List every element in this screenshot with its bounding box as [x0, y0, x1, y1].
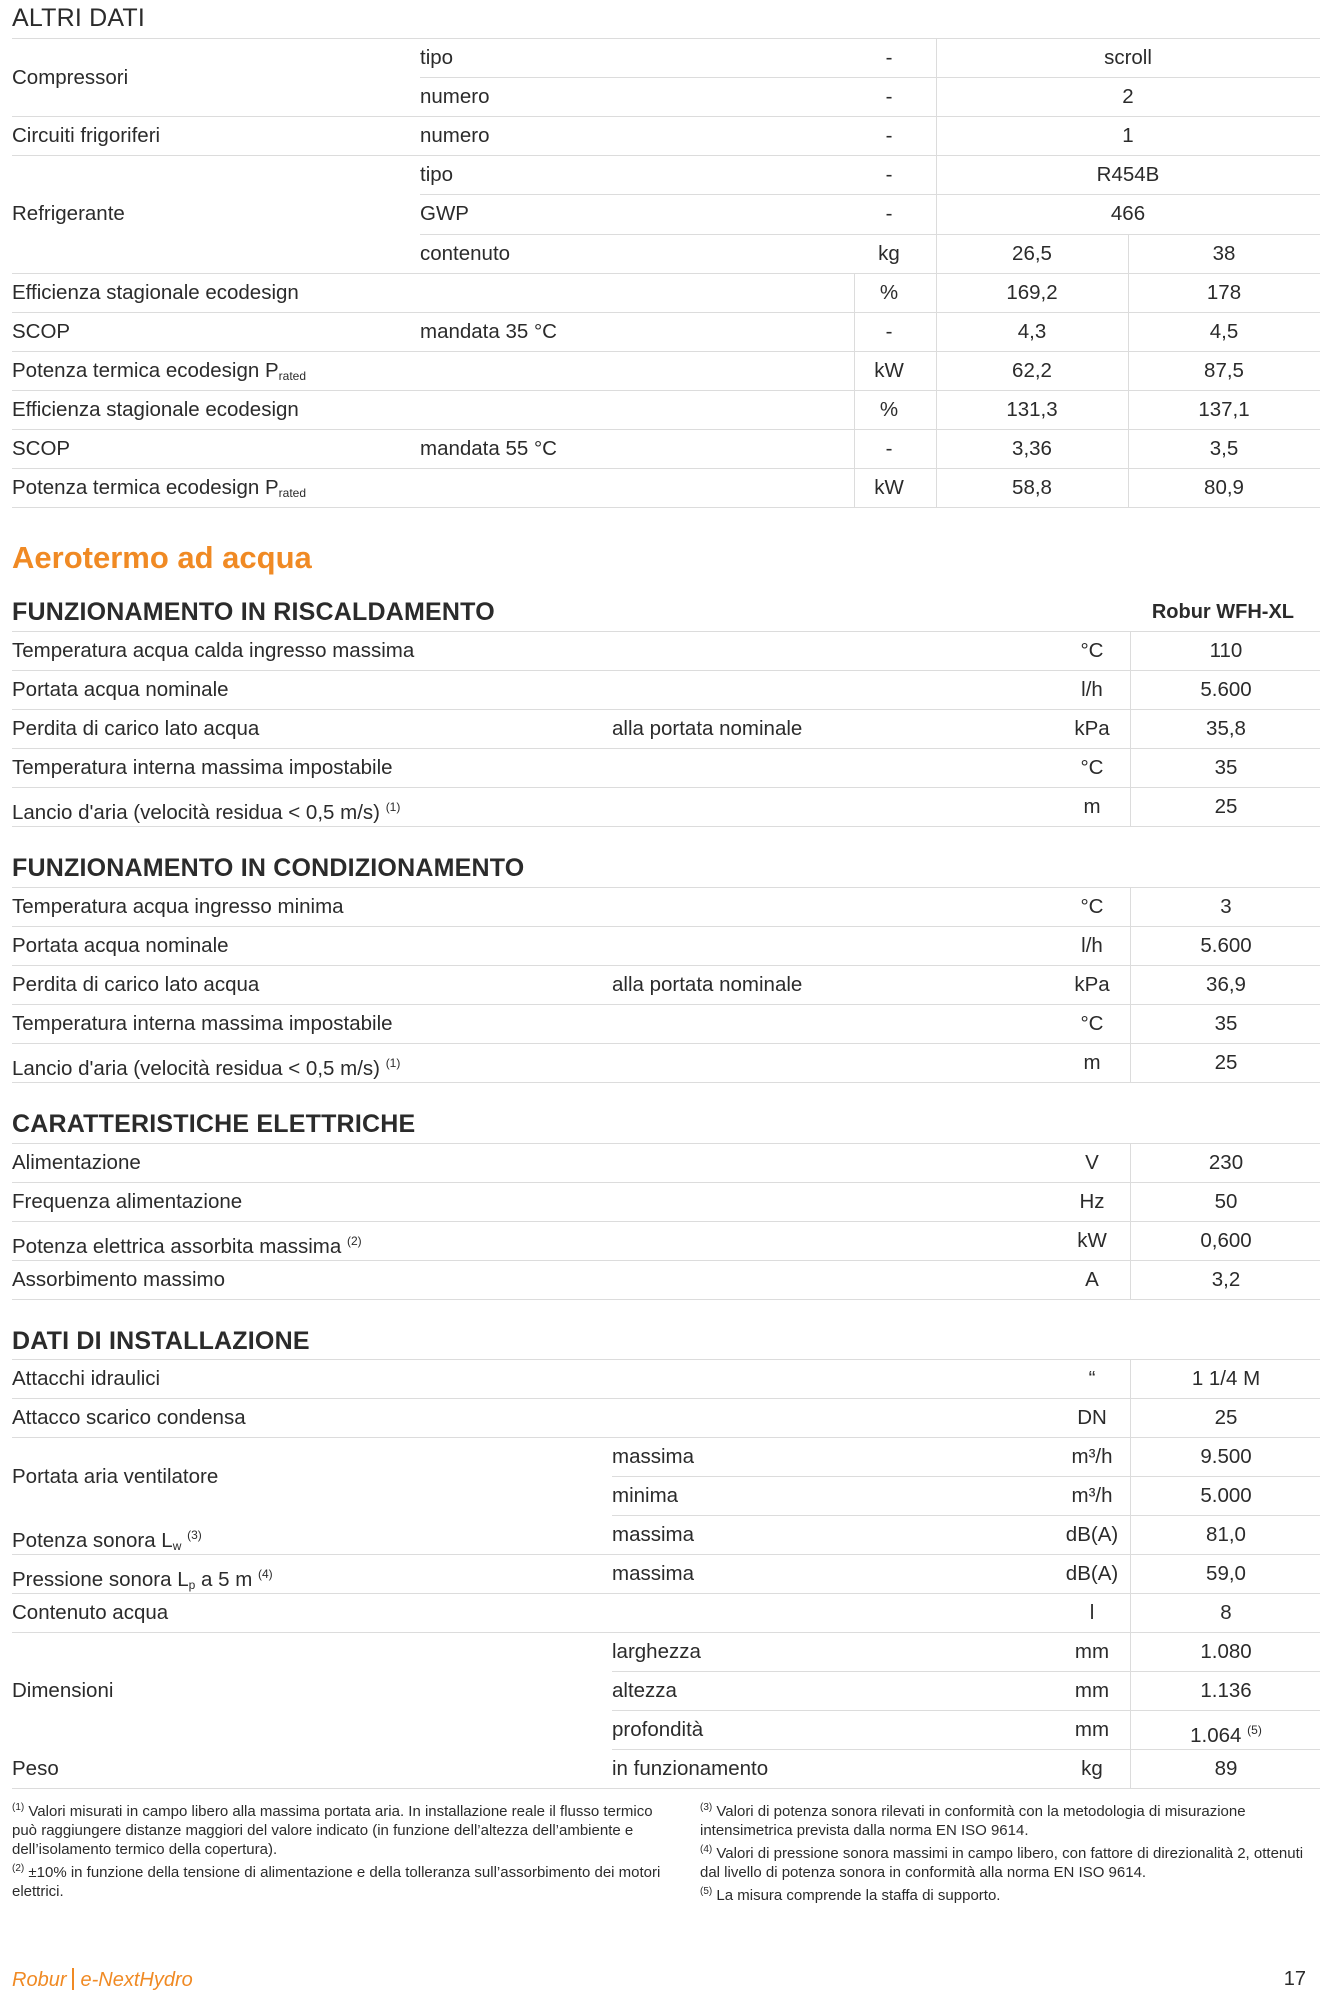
label-subscript: p: [188, 1578, 196, 1592]
value-text: 5.600: [1200, 934, 1252, 957]
label-text: Temperatura acqua ingresso minima: [12, 895, 344, 918]
row-divider: [12, 155, 1320, 156]
row-value: [1130, 1183, 1321, 1221]
label-text: Attacco scarico condensa: [12, 1406, 246, 1429]
label-text: Compressori: [12, 65, 129, 89]
row-label: [12, 749, 393, 787]
label-subscript: rated: [278, 368, 307, 383]
value-text: 1.136: [1200, 1679, 1252, 1702]
value-text: 36,9: [1206, 973, 1246, 996]
footnote-ref: (5): [1247, 1723, 1262, 1737]
row-sub-label: minima: [612, 1484, 679, 1507]
value-text: 8: [1220, 1601, 1232, 1624]
row-value: [1130, 1750, 1321, 1788]
table-row: [12, 632, 1320, 671]
table-row: [12, 749, 1320, 788]
label-text: Perdita di carico lato acqua: [12, 717, 260, 740]
product-name: e-NextHydro: [80, 1969, 193, 1991]
value-text: 5.000: [1200, 1484, 1252, 1507]
label-text: Lancio d'aria (velocità residua < 0,5 m/s): [12, 1057, 380, 1080]
row-label: [12, 671, 229, 709]
row-sub-label: massima: [612, 1562, 695, 1585]
footnote: $^{(3)}$ Valori di potenza sonora rilevati in conformità con la metodologia di misurazione intensimetrica prevista dalla norma EN ISO 9614.: [700, 1802, 1246, 1839]
row-value: [1130, 1633, 1321, 1671]
column-divider: [936, 38, 937, 507]
row-divider: [12, 390, 1320, 391]
row-sub-label: altezza: [612, 1679, 677, 1702]
table-row: [12, 888, 1320, 927]
row-divider: [12, 312, 1320, 313]
label-text: Potenza termica ecodesign P: [12, 358, 279, 382]
row-label: [12, 313, 70, 351]
table-row: [12, 1222, 1320, 1261]
row-label: [12, 1516, 202, 1554]
row-divider: [12, 468, 1320, 469]
label-text: Temperatura interna massima impostabile: [12, 756, 393, 779]
page-number: 17: [1283, 1968, 1306, 1990]
value-text: 9.500: [1200, 1445, 1252, 1468]
row-unit: kPa: [1074, 973, 1110, 996]
row-unit: kg: [878, 241, 900, 265]
footnote: $^{(1)}$ Valori misurati in campo libero alla massima portata aria. In installazione reale il flusso termico può raggiungere distanze maggiori del valore indicato (in funzione dell’altezza dell’ambiente e dell’isolamento termico della copertura).: [12, 1802, 653, 1858]
label-text: Attacchi idraulici: [12, 1367, 161, 1390]
row-sub-label: GWP: [420, 202, 469, 226]
value-text: 81,0: [1206, 1523, 1246, 1546]
row-value: [1130, 1360, 1321, 1398]
footnote-ref: (1): [385, 1056, 401, 1070]
label-subscript: w: [172, 1539, 182, 1553]
label-text: Contenuto acqua: [12, 1601, 169, 1624]
table-row: [12, 39, 1320, 89]
row-value-1: 131,3: [1006, 397, 1058, 421]
row-sub-label: numero: [420, 85, 490, 109]
row-unit: mm: [1074, 1718, 1110, 1741]
value-text: 110: [1209, 639, 1243, 662]
table-row: [12, 391, 1320, 429]
table-row: [12, 1183, 1320, 1222]
table-row: [12, 1144, 1320, 1183]
row-value-1: 26,5: [1012, 241, 1052, 265]
table-row: [12, 1750, 1320, 1789]
column-divider: [1128, 234, 1129, 508]
row-label: [12, 1005, 393, 1043]
table-row: [12, 927, 1320, 966]
row-sub-label: numero: [420, 124, 490, 148]
row-unit: kW: [1077, 1229, 1107, 1252]
table-row: [12, 1672, 1320, 1711]
table-row: [12, 1555, 1320, 1594]
footnotes-left: [12, 1798, 662, 1901]
row-label: [12, 1183, 242, 1221]
table-row: [12, 1044, 1320, 1083]
row-unit: -: [885, 85, 893, 109]
row-value: [1130, 1516, 1321, 1554]
row-divider: [420, 194, 1320, 195]
row-unit: -: [885, 202, 893, 226]
row-value-2: 80,9: [1204, 476, 1244, 500]
row-label: [12, 352, 306, 390]
row-label: [12, 274, 299, 312]
label-text: SCOP: [12, 437, 71, 460]
label-text: Temperatura acqua calda ingresso massima: [12, 639, 415, 662]
row-unit: -: [885, 319, 893, 343]
table-row: [12, 352, 1320, 390]
row-unit: -: [885, 163, 893, 187]
footnote-ref: (1): [385, 800, 401, 814]
value-text: 3: [1220, 895, 1232, 918]
value-text: 35: [1214, 756, 1238, 779]
row-value-1: 58,8: [1012, 476, 1052, 500]
table-row: [12, 671, 1320, 710]
value-text: 25: [1214, 795, 1238, 818]
row-unit: %: [879, 397, 899, 421]
table-row: [12, 1633, 1320, 1672]
footer-brand: [12, 1968, 193, 1992]
column-divider: [854, 273, 855, 508]
label-text: Lancio d'aria (velocità residua < 0,5 m/s): [12, 801, 380, 824]
row-unit: dB(A): [1065, 1562, 1119, 1585]
row-unit: V: [1085, 1151, 1099, 1174]
elettriche-title: CARATTERISTICHE ELETTRICHE: [12, 1110, 416, 1138]
footnote-ref: (4): [258, 1567, 273, 1581]
label-text: Frequenza alimentazione: [12, 1190, 243, 1213]
label-suffix: a 5 m: [195, 1568, 253, 1591]
row-value: [1130, 1005, 1321, 1043]
row-sub-label: mandata 35 °C: [420, 319, 557, 343]
riscaldamento-title: FUNZIONAMENTO IN RISCALDAMENTO: [12, 598, 495, 626]
row-sub-label: in funzionamento: [612, 1757, 769, 1780]
table-row: [12, 788, 1320, 827]
footnotes-right: [700, 1798, 1310, 1905]
label-text: Portata acqua nominale: [12, 678, 229, 701]
row-unit: m³/h: [1071, 1484, 1113, 1507]
row-unit: A: [1085, 1268, 1099, 1291]
row-value: [1130, 1438, 1321, 1476]
row-value: 2: [1122, 85, 1134, 109]
row-unit: l/h: [1081, 934, 1103, 957]
label-text: Pressione sonora L: [12, 1568, 189, 1591]
row-sub-label: massima: [612, 1445, 695, 1468]
aerotermo-title: Aerotermo ad acqua: [12, 540, 312, 575]
label-text: Assorbimento massimo: [12, 1268, 226, 1291]
row-label: [12, 1144, 141, 1182]
row-value: [1130, 749, 1321, 787]
row-value: [1130, 1711, 1321, 1749]
row-value: [1130, 788, 1321, 826]
row-unit: kPa: [1074, 717, 1110, 740]
row-sub-label: alla portata nominale: [612, 717, 803, 740]
row-value-1: 3,36: [1012, 437, 1052, 460]
row-divider: [12, 351, 1320, 352]
table-row: [12, 1711, 1320, 1750]
label-text: Portata acqua nominale: [12, 934, 229, 957]
row-unit: kg: [1081, 1757, 1103, 1780]
column-header-model: Robur WFH-XL: [1151, 601, 1294, 623]
row-value: [1130, 1044, 1321, 1082]
row-unit: mm: [1074, 1679, 1110, 1702]
label-text: Portata aria ventilatore: [12, 1464, 219, 1488]
value-text: 1 1/4 M: [1191, 1367, 1261, 1390]
value-text: 35: [1214, 1012, 1238, 1035]
row-unit: kW: [874, 476, 904, 500]
row-value: [1130, 632, 1321, 670]
row-unit: -: [885, 124, 893, 148]
row-unit: °C: [1080, 1012, 1104, 1035]
row-unit: Hz: [1079, 1190, 1105, 1213]
table-row: [12, 1399, 1320, 1438]
row-divider: [12, 507, 1320, 508]
row-value: [1130, 1144, 1321, 1182]
label-text: Potenza elettrica assorbita massima: [12, 1235, 342, 1258]
table-row: [12, 195, 1320, 233]
row-label: [12, 430, 70, 468]
row-unit: mm: [1074, 1640, 1110, 1663]
row-sub-label: profondità: [612, 1718, 704, 1741]
value-text: 3,2: [1211, 1268, 1241, 1291]
value-text: 1.080: [1200, 1640, 1252, 1663]
row-label: [12, 927, 229, 965]
value-text: 59,0: [1206, 1562, 1246, 1585]
row-divider: [12, 116, 1320, 117]
table-row: [12, 1261, 1320, 1300]
row-label: [12, 1594, 168, 1632]
altri-dati-title: ALTRI DATI: [12, 4, 146, 32]
row-unit: %: [879, 280, 899, 304]
label-text: Circuiti frigoriferi: [12, 124, 161, 148]
row-unit: DN: [1077, 1406, 1107, 1429]
row-value: [1130, 671, 1321, 709]
row-value: [1130, 966, 1321, 1004]
table-row: [12, 78, 1320, 116]
table-row: [12, 430, 1320, 468]
row-unit: “: [1088, 1367, 1096, 1390]
row-sub-label: tipo: [420, 46, 454, 69]
row-value: [1130, 1222, 1321, 1260]
row-sub-label: alla portata nominale: [612, 973, 803, 996]
label-text: Alimentazione: [12, 1151, 141, 1174]
row-label: [12, 632, 414, 670]
table-row: [12, 1594, 1320, 1633]
row-divider: [12, 429, 1320, 430]
row-label: [12, 710, 259, 748]
label-subscript: rated: [278, 486, 307, 501]
table-row: [12, 966, 1320, 1005]
table-row: [12, 1516, 1320, 1555]
table-row: [12, 235, 1320, 273]
row-unit: °C: [1080, 756, 1104, 779]
row-value: 1: [1122, 124, 1134, 148]
row-value-2: 38: [1212, 241, 1236, 265]
brand-name: Robur: [12, 1969, 67, 1991]
row-unit: -: [885, 437, 893, 460]
brand-separator: [72, 1968, 74, 1990]
row-value-2: 178: [1206, 280, 1242, 304]
row-value-1: 169,2: [1006, 280, 1058, 304]
row-divider: [420, 77, 1320, 78]
table-row: [12, 710, 1320, 749]
row-divider: [12, 38, 1320, 39]
row-label: [12, 888, 344, 926]
row-value-2: 137,1: [1198, 397, 1250, 421]
footnote-ref: (3): [187, 1528, 202, 1542]
row-unit: kW: [874, 358, 904, 382]
value-text: 35,8: [1206, 717, 1246, 740]
row-label: [12, 195, 125, 233]
row-divider: [12, 631, 1320, 632]
row-unit: °C: [1080, 895, 1104, 918]
label-text: Efficienza stagionale ecodesign: [12, 280, 299, 304]
row-label: [12, 1360, 160, 1398]
table-row: [12, 1005, 1320, 1044]
row-unit: °C: [1080, 639, 1104, 662]
row-value: R454B: [1096, 163, 1160, 187]
table-row: [12, 156, 1320, 194]
row-divider: [12, 887, 1320, 888]
row-value: 466: [1110, 202, 1146, 226]
row-value: scroll: [1104, 46, 1152, 69]
table-row: [12, 117, 1320, 155]
row-value: [1130, 1672, 1321, 1710]
table-row: [12, 469, 1320, 507]
row-label: [12, 1044, 400, 1082]
row-label: [12, 1555, 273, 1593]
label-text: Potenza sonora L: [12, 1529, 173, 1552]
row-unit: m: [1083, 795, 1101, 818]
row-divider: [12, 1143, 1320, 1144]
row-label: [12, 788, 400, 826]
row-label: [12, 1222, 362, 1260]
row-divider: [12, 273, 1320, 274]
row-label: [12, 391, 299, 429]
row-value: [1130, 1477, 1321, 1515]
row-divider: [12, 1359, 1320, 1360]
row-label: [12, 117, 160, 155]
footnote: $^{(4)}$ Valori di pressione sonora massimi in campo libero, con fattore di direzionalità 2, ottenuti dal livello di potenza sonora in conformità alla norma EN ISO 9614.: [700, 1844, 1304, 1881]
row-unit: dB(A): [1065, 1523, 1119, 1546]
row-value: [1130, 1399, 1321, 1437]
table-row: [12, 274, 1320, 312]
label-text: Potenza termica ecodesign P: [12, 476, 279, 500]
row-label: [12, 469, 306, 507]
row-value-1: 4,3: [1017, 319, 1047, 343]
footnote-ref: (2): [346, 1234, 362, 1248]
row-value-2: 87,5: [1204, 358, 1244, 382]
row-label: [12, 1750, 59, 1788]
value-text: 50: [1214, 1190, 1238, 1213]
row-value: [1130, 1594, 1321, 1632]
label-text: Dimensioni: [12, 1679, 114, 1702]
label-text: Efficienza stagionale ecodesign: [12, 397, 299, 421]
label-text: Perdita di carico lato acqua: [12, 973, 260, 996]
label-text: SCOP: [12, 319, 71, 343]
footnote: $^{(2)}$ ±10% in funzione della tensione di alimentazione e della tolleranza sull’assorbimento dei motori elettrici.: [12, 1863, 661, 1900]
row-value-2: 4,5: [1209, 319, 1239, 343]
row-value: [1130, 1555, 1321, 1593]
footnote: $^{(5)}$ La misura comprende la staffa di supporto.: [700, 1886, 1001, 1904]
row-sub-label: larghezza: [612, 1640, 701, 1663]
row-unit: m³/h: [1071, 1445, 1113, 1468]
table-row: [12, 1360, 1320, 1399]
value-text: 25: [1214, 1051, 1238, 1074]
row-sub-label: tipo: [420, 163, 454, 187]
table-row: [12, 313, 1320, 351]
row-label: [12, 1672, 113, 1710]
label-text: Peso: [12, 1757, 59, 1780]
row-unit: -: [885, 46, 893, 69]
condizionamento-title: FUNZIONAMENTO IN CONDIZIONAMENTO: [12, 854, 525, 882]
value-text: 230: [1208, 1151, 1244, 1174]
label-text: Temperatura interna massima impostabile: [12, 1012, 393, 1035]
row-sub-label: massima: [612, 1523, 695, 1546]
row-divider: [420, 234, 1320, 235]
value-text: 25: [1214, 1406, 1238, 1429]
row-value: [1130, 927, 1321, 965]
row-unit: m: [1083, 1051, 1101, 1074]
row-label: [12, 966, 259, 1004]
label-text: Refrigerante: [12, 202, 125, 226]
row-value: [1130, 888, 1321, 926]
table-row: [12, 1464, 1320, 1516]
row-value: [1130, 1261, 1321, 1299]
value-text: 89: [1214, 1757, 1238, 1780]
row-unit: l/h: [1081, 678, 1103, 701]
row-sub-label: contenuto: [420, 241, 511, 265]
row-sub-label: mandata 55 °C: [420, 437, 557, 460]
installazione-title: DATI DI INSTALLAZIONE: [12, 1327, 310, 1355]
value-text: 5.600: [1200, 678, 1252, 701]
row-label: [12, 1399, 246, 1437]
row-value: [1130, 710, 1321, 748]
value-text: 1.064: [1190, 1724, 1242, 1747]
row-label: [12, 1458, 218, 1496]
row-label: [12, 1261, 225, 1299]
row-value-2: 3,5: [1209, 437, 1239, 460]
row-unit: l: [1089, 1601, 1095, 1624]
row-value-1: 62,2: [1012, 358, 1052, 382]
value-text: 0,600: [1200, 1229, 1252, 1252]
